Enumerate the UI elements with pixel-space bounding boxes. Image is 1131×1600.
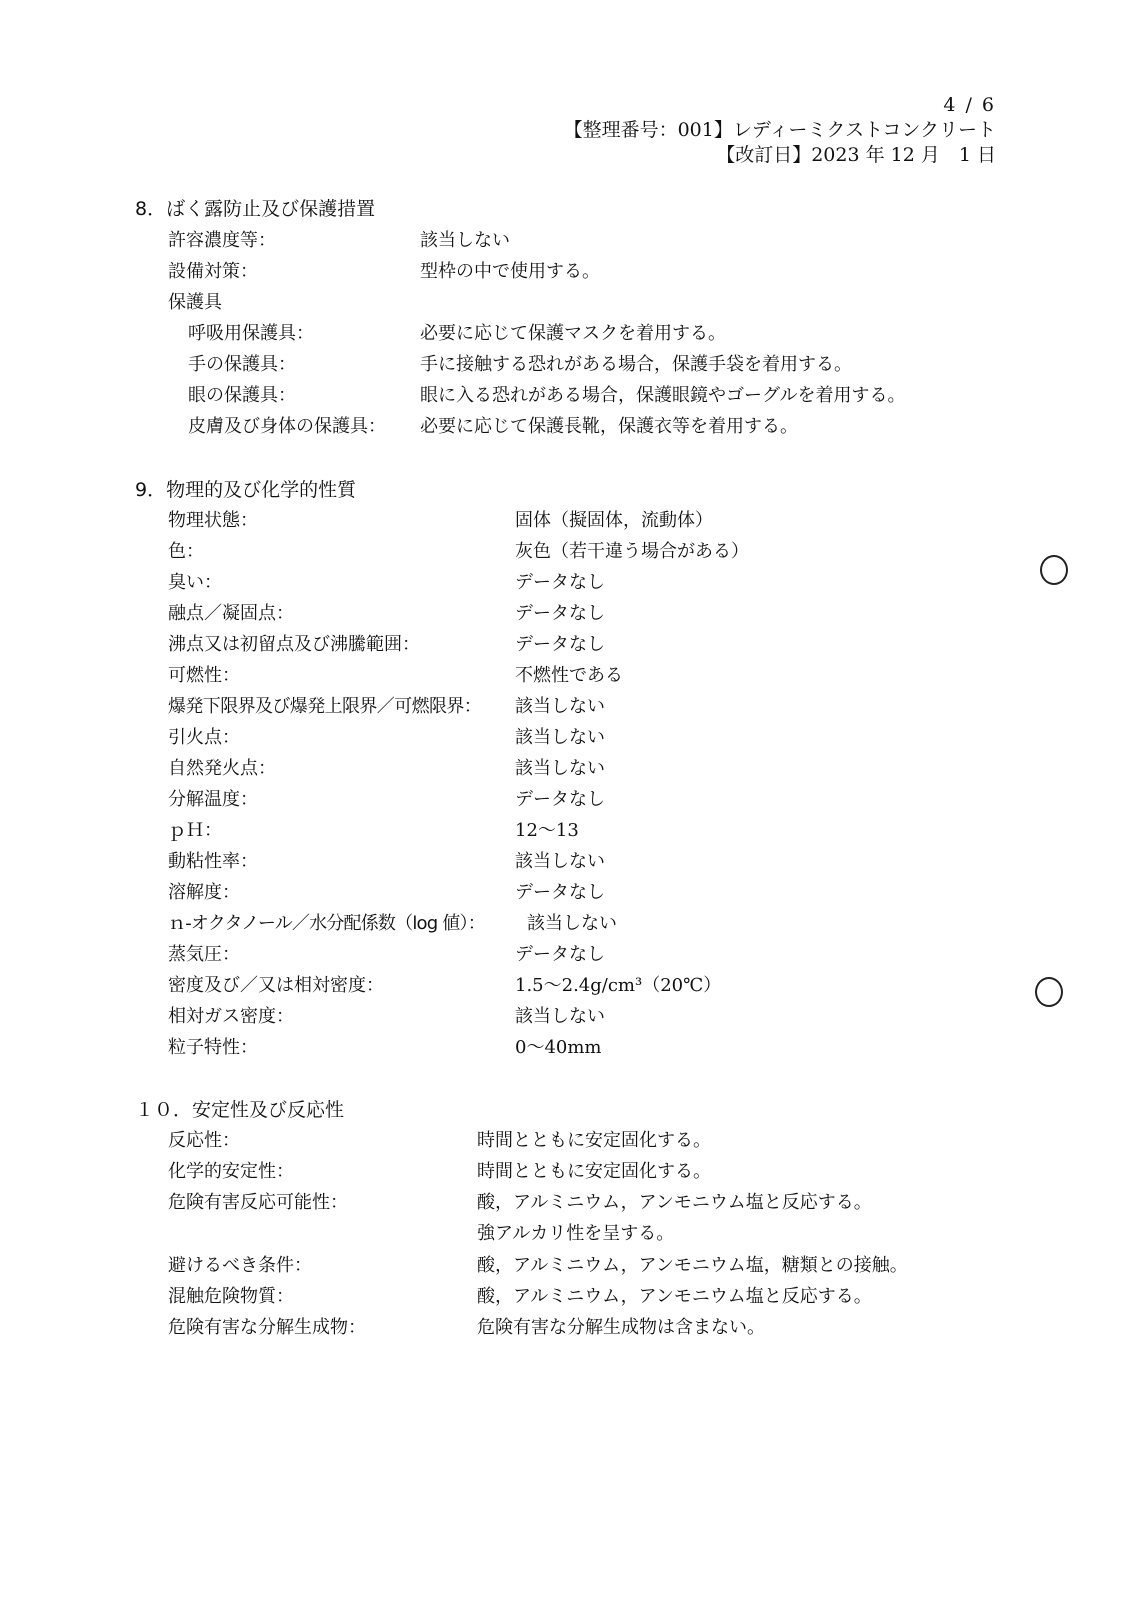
section-9-row [0, 972, 1131, 1000]
section-9-row [0, 538, 1131, 566]
section-8-row [0, 413, 1131, 441]
section-9-row [0, 1003, 1131, 1031]
section-8-title: 8．ばく露防止及び保護措置 [135, 198, 376, 220]
row-label: 呼吸用保護具： [188, 323, 314, 344]
section-10-row [0, 1127, 1131, 1155]
row-value: 該当しない [515, 758, 605, 779]
section-8-row [0, 227, 1131, 255]
row-label: 反応性： [168, 1130, 240, 1151]
row-value: 型枠の中で使用する。 [420, 261, 600, 282]
revision-date: 【改訂日】2023 年 12 月 1 日 [716, 144, 996, 166]
row-value: 必要に応じて保護マスクを着用する。 [420, 323, 726, 344]
section-9-title: 9．物理的及び化学的性質 [135, 479, 357, 501]
row-label: 自然発火点： [168, 758, 276, 779]
section-9-row [0, 941, 1131, 969]
row-label: 設備対策： [168, 261, 258, 282]
row-value: データなし [515, 572, 605, 593]
section-10-row [0, 1314, 1131, 1342]
row-label: 混触危険物質： [168, 1286, 294, 1307]
row-label: ｐＨ： [168, 820, 222, 841]
section-9-row [0, 910, 1131, 938]
binder-hole-icon [1035, 977, 1063, 1007]
row-value: 該当しない [515, 727, 605, 748]
row-label: 色： [168, 541, 204, 562]
row-label: 溶解度： [168, 882, 240, 903]
section-9-row [0, 600, 1131, 628]
section-10-row [0, 1252, 1131, 1280]
row-label: 沸点又は初留点及び沸騰範囲： [168, 634, 420, 655]
row-value: 時間とともに安定固化する。 [477, 1130, 711, 1151]
row-label: 引火点： [168, 727, 240, 748]
row-value: 眼に入る恐れがある場合，保護眼鏡やゴーグルを着用する。 [420, 385, 906, 406]
row-value: 危険有害な分解生成物は含まない。 [477, 1317, 765, 1338]
row-value: 灰色（若干違う場合がある） [515, 541, 749, 562]
row-value: 固体（擬固体，流動体） [515, 510, 713, 531]
row-label: 危険有害反応可能性： [168, 1192, 348, 1213]
section-9-row [0, 724, 1131, 752]
section-8-row [0, 320, 1131, 348]
row-value: 手に接触する恐れがある場合，保護手袋を着用する。 [420, 354, 852, 375]
row-value: データなし [515, 882, 605, 903]
section-8-subheading [0, 289, 1131, 317]
row-value: 0～40mm [515, 1037, 602, 1058]
row-label: 避けるべき条件： [168, 1255, 312, 1276]
row-value: 不燃性である [515, 665, 623, 686]
row-label: 動粘性率： [168, 851, 258, 872]
section-9-row [0, 848, 1131, 876]
row-label: 眼の保護具： [188, 385, 296, 406]
section-9-row [0, 817, 1131, 845]
section-10-row [0, 1158, 1131, 1186]
section-9-row [0, 879, 1131, 907]
row-value: 酸，アルミニウム，アンモニウム塩と反応する。 [477, 1192, 872, 1213]
section-8-row [0, 382, 1131, 410]
row-label: 粒子特性： [168, 1037, 258, 1058]
section-9-row [0, 786, 1131, 814]
row-label: 物理状態： [168, 510, 258, 531]
section-8-row [0, 351, 1131, 379]
section-10-title: １０．安定性及び反応性 [135, 1099, 345, 1121]
row-value: 強アルカリ性を呈する。 [477, 1223, 675, 1244]
row-value: 12～13 [515, 820, 579, 841]
row-label: 融点／凝固点： [168, 603, 294, 624]
row-value: 必要に応じて保護長靴，保護衣等を着用する。 [420, 416, 798, 437]
row-label: 手の保護具： [188, 354, 296, 375]
row-value: 酸，アルミニウム，アンモニウム塩と反応する。 [477, 1286, 872, 1307]
row-value: 該当しない [515, 1006, 605, 1027]
row-value: 該当しない [515, 851, 605, 872]
section-9-row [0, 631, 1131, 659]
row-value: 時間とともに安定固化する。 [477, 1161, 711, 1182]
row-label: 皮膚及び身体の保護具： [188, 416, 386, 437]
section-9-row [0, 1034, 1131, 1062]
row-label: 保護具 [168, 292, 222, 313]
row-label: 危険有害な分解生成物： [168, 1317, 366, 1338]
row-label: 爆発下限界及び爆発上限界／可燃限界： [168, 696, 482, 717]
row-label: 密度及び／又は相対密度： [168, 975, 384, 996]
row-value: 該当しない [515, 696, 605, 717]
row-value: データなし [515, 789, 605, 810]
row-label: ｎ-オクタノール／水分配係数（log 値）： [168, 913, 485, 934]
section-9-row [0, 662, 1131, 690]
row-value: 該当しない [420, 230, 510, 251]
row-label: 蒸気圧： [168, 944, 240, 965]
page-number: 4 / 6 [943, 94, 996, 116]
document-reference: 【整理番号：001】レディーミクストコンクリート [563, 119, 996, 141]
section-9-row [0, 693, 1131, 721]
section-8-row [0, 258, 1131, 286]
row-label: 可燃性： [168, 665, 240, 686]
row-value: データなし [515, 634, 605, 655]
section-9-row [0, 507, 1131, 535]
row-label: 臭い： [168, 572, 222, 593]
section-10-row-continuation [0, 1220, 1131, 1248]
row-value: 1.5～2.4g/cm³（20℃） [515, 975, 722, 996]
row-label: 許容濃度等： [168, 230, 276, 251]
row-label: 相対ガス密度： [168, 1006, 294, 1027]
section-10-row [0, 1189, 1131, 1217]
row-label: 分解温度： [168, 789, 258, 810]
section-9-row [0, 755, 1131, 783]
row-value: 該当しない [527, 913, 617, 934]
row-label: 化学的安定性： [168, 1161, 294, 1182]
row-value: 酸，アルミニウム，アンモニウム塩，糖類との接触。 [477, 1255, 908, 1276]
row-value: データなし [515, 603, 605, 624]
row-value: データなし [515, 944, 605, 965]
section-9-row [0, 569, 1131, 597]
binder-hole-icon [1040, 555, 1068, 585]
section-10-row [0, 1283, 1131, 1311]
